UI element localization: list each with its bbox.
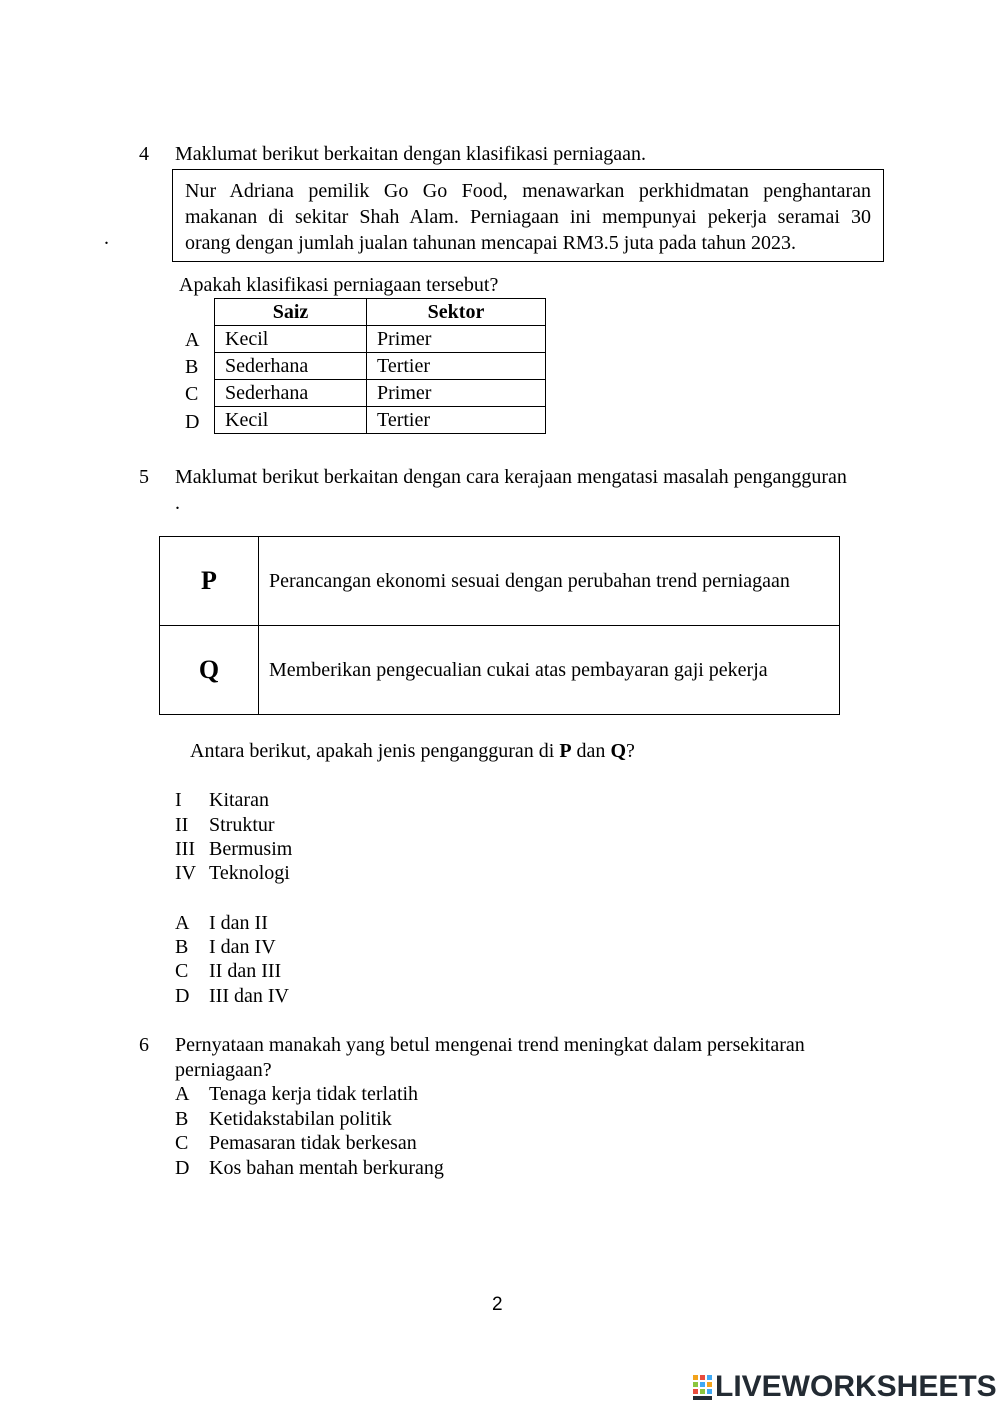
option-row [175,935,276,959]
option-letter-c: C [185,383,199,405]
table-row [215,326,546,353]
option-letter: C [175,1132,189,1154]
option-letter: A [175,1083,190,1105]
prompt-mid: dan [571,740,611,762]
prompt-q: Q [610,740,626,762]
option-letter: C [175,960,189,982]
pq-table [159,536,840,715]
table-row [215,380,546,407]
cell-sektor: Tertier [367,353,546,380]
scenario-line: Nur Adriana pemilik Go Go Food, menawarkan perkhidmatan penghantaran [185,180,871,202]
scenario-line: orang dengan jumlah jualan tahunan mencapai RM3.5 juta pada tahun 2023. [185,232,796,254]
question-6-number: 6 [139,1034,149,1056]
option-letter: B [175,1108,189,1130]
option-letter: D [175,1157,190,1179]
question-5-number: 5 [139,466,149,488]
option-row [175,959,281,983]
scenario-line: makanan di sekitar Shah Alam. Perniagaan ini mempunyai pekerja seramai 30 [185,206,871,228]
statement-p: Perancangan ekonomi sesuai dengan perubahan trend perniagaan [259,537,840,626]
question-5-intro-dot: . [175,492,180,514]
option-text: II dan III [209,960,282,982]
cell-sektor: Tertier [367,407,546,434]
liveworksheets-logo [693,1370,997,1404]
option-row [175,1082,418,1106]
cell-sektor: Primer [367,326,546,353]
question-6-line-1: Pernyataan manakah yang betul mengenai trend meningkat dalam persekitaran [175,1034,805,1056]
table-header-row [215,299,546,326]
option-text: III dan IV [209,985,289,1007]
prompt-p: P [559,740,572,762]
table-row [215,353,546,380]
option-row [175,1156,444,1180]
item-numeral: IV [175,862,197,884]
scenario-box [172,169,884,262]
statement-q: Memberikan pengecualian cukai atas pembayaran gaji pekerja [259,626,840,715]
option-letter-d: D [185,411,200,433]
item-text: Kitaran [209,789,269,811]
list-item [175,861,290,885]
option-text: Pemasaran tidak berkesan [209,1132,417,1154]
option-row [175,1131,417,1155]
header-sektor: Sektor [367,299,546,326]
option-letter-b: B [185,356,199,378]
table-row [215,407,546,434]
question-5-prompt [190,739,635,763]
item-text: Struktur [209,814,275,836]
logo-blocks-icon [693,1375,713,1401]
option-text: I dan IV [209,936,276,958]
cell-saiz: Kecil [215,326,367,353]
option-row [175,911,268,935]
page-number: 2 [492,1294,503,1315]
list-item [175,837,292,861]
table-row [160,626,840,715]
item-text: Teknologi [209,862,290,884]
list-item [175,788,269,812]
question-5-intro: Maklumat berikut berkaitan dengan cara kerajaan mengatasi masalah pengangguran [175,466,847,488]
item-numeral: III [175,838,195,860]
option-row [175,1107,392,1131]
table-row [160,537,840,626]
option-text: Kos bahan mentah berkurang [209,1157,444,1179]
option-row [175,984,289,1008]
question-4-number: 4 [139,143,149,165]
option-letter-a: A [185,329,200,351]
prompt-pre: Antara berikut, apakah jenis pengangguran di [190,740,560,762]
option-letter: B [175,936,189,958]
question-6-line-2: perniagaan? [175,1059,272,1081]
option-letter: A [175,912,190,934]
question-4-prompt: Apakah klasifikasi perniagaan tersebut? [179,274,499,296]
cell-saiz: Sederhana [215,353,367,380]
key-q: Q [160,626,259,715]
option-text: Ketidakstabilan politik [209,1108,392,1130]
question-4-intro: Maklumat berikut berkaitan dengan klasifikasi perniagaan. [175,143,646,165]
cell-saiz: Kecil [215,407,367,434]
item-numeral: I [175,789,182,811]
item-numeral: II [175,814,189,836]
option-letter: D [175,985,190,1007]
item-text: Bermusim [209,838,293,860]
key-p: P [160,537,259,626]
prompt-post: ? [626,740,635,762]
cell-saiz: Sederhana [215,380,367,407]
classification-table [214,298,546,434]
list-item [175,813,275,837]
option-text: I dan II [209,912,268,934]
header-saiz: Saiz [215,299,367,326]
option-text: Tenaga kerja tidak terlatih [209,1083,419,1105]
cell-sektor: Primer [367,380,546,407]
stray-dot: . [104,227,109,249]
logo-text: LIVEWORKSHEETS [715,1370,997,1403]
